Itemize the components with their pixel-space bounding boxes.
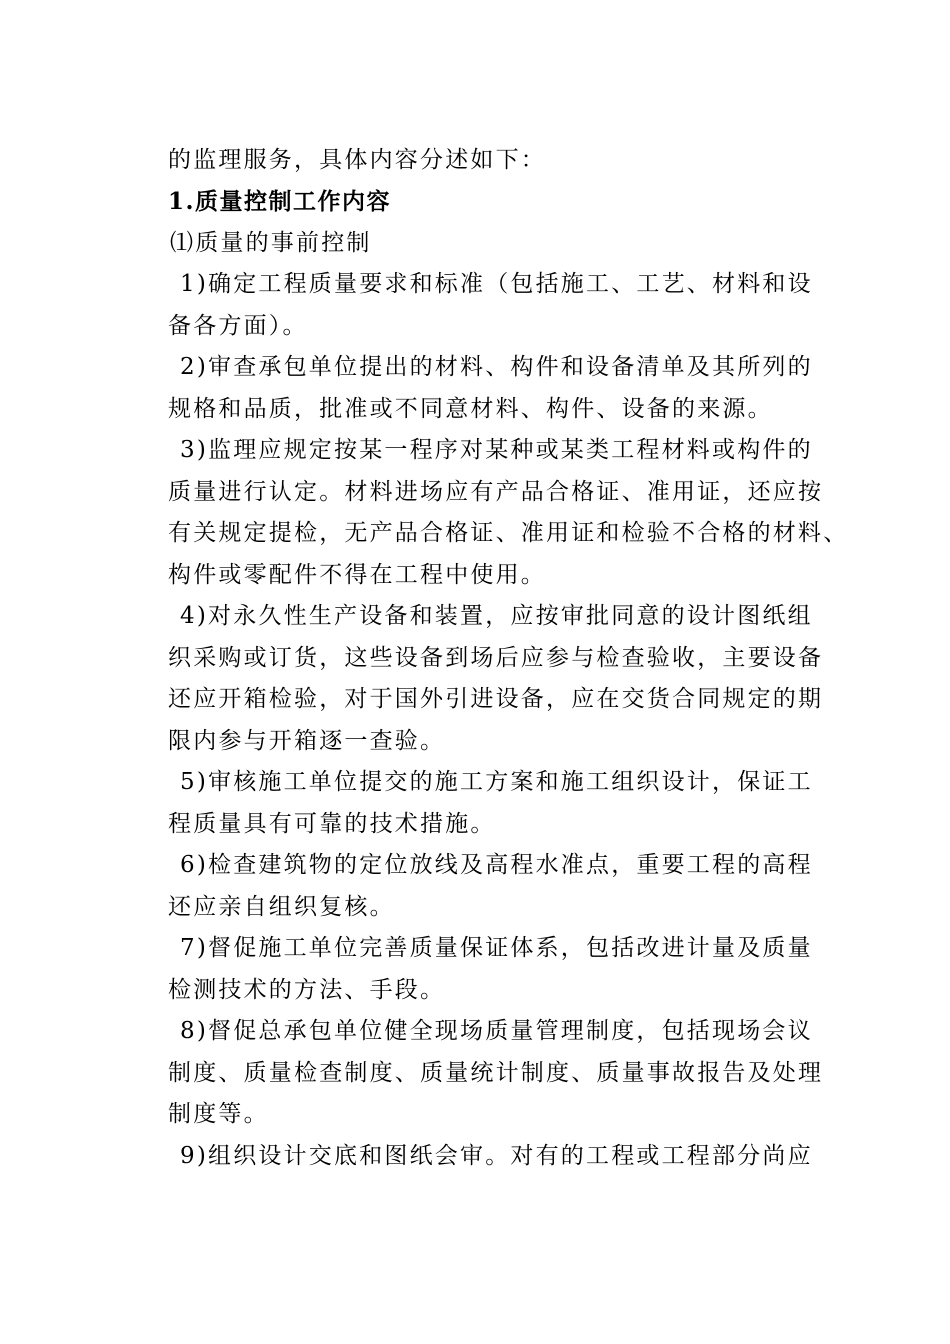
item-4-line-1: 4)对永久性生产设备和装置，应按审批同意的设计图纸组 <box>180 603 813 629</box>
item-1-line-1: 1)确定工程质量要求和标准（包括施工、工艺、材料和设 <box>180 271 813 297</box>
item-5-line-1: 5)审核施工单位提交的施工方案和施工组织设计，保证工 <box>180 769 813 795</box>
item-4-line-2: 织采购或订货，这些设备到场后应参与检查验收，主要设备 <box>168 645 824 671</box>
item-7-line-2: 检测技术的方法、手段。 <box>168 977 446 1003</box>
intro-line: 的监理服务，具体内容分述如下： <box>168 147 546 173</box>
subsection-heading: ⑴质量的事前控制 <box>170 230 372 256</box>
item-3-line-2: 质量进行认定。材料进场应有产品合格证、准用证，还应按 <box>168 479 824 505</box>
item-3-line-4: 构件或零配件不得在工程中使用。 <box>168 562 546 588</box>
item-3-line-1: 3)监理应规定按某一程序对某种或某类工程材料或构件的 <box>180 437 813 463</box>
section-heading: 1.质量控制工作内容 <box>168 188 392 215</box>
item-8-line-1: 8)督促总承包单位健全现场质量管理制度，包括现场会议 <box>180 1018 813 1044</box>
item-1-line-2: 备各方面）。 <box>168 313 308 339</box>
item-8-line-2: 制度、质量检查制度、质量统计制度、质量事故报告及处理 <box>168 1060 824 1086</box>
item-5-line-2: 程质量具有可靠的技术措施。 <box>168 811 496 837</box>
item-6-line-2: 还应亲自组织复核。 <box>168 894 395 920</box>
item-7-line-1: 7)督促施工单位完善质量保证体系，包括改进计量及质量 <box>180 935 813 961</box>
item-2-line-2: 规格和品质，批准或不同意材料、构件、设备的来源。 <box>168 396 773 422</box>
item-9-line-1: 9)组织设计交底和图纸会审。对有的工程或工程部分尚应 <box>180 1143 813 1169</box>
item-8-line-3: 制度等。 <box>168 1101 269 1127</box>
item-3-line-3: 有关规定提检，无产品合格证、准用证和检验不合格的材料、 <box>168 520 849 546</box>
item-2-line-1: 2)审查承包单位提出的材料、构件和设备清单及其所列的 <box>180 354 813 380</box>
item-4-line-4: 限内参与开箱逐一查验。 <box>168 728 446 754</box>
item-6-line-1: 6)检查建筑物的定位放线及高程水准点，重要工程的高程 <box>180 852 813 878</box>
item-4-line-3: 还应开箱检验，对于国外引进设备，应在交货合同规定的期 <box>168 686 824 712</box>
